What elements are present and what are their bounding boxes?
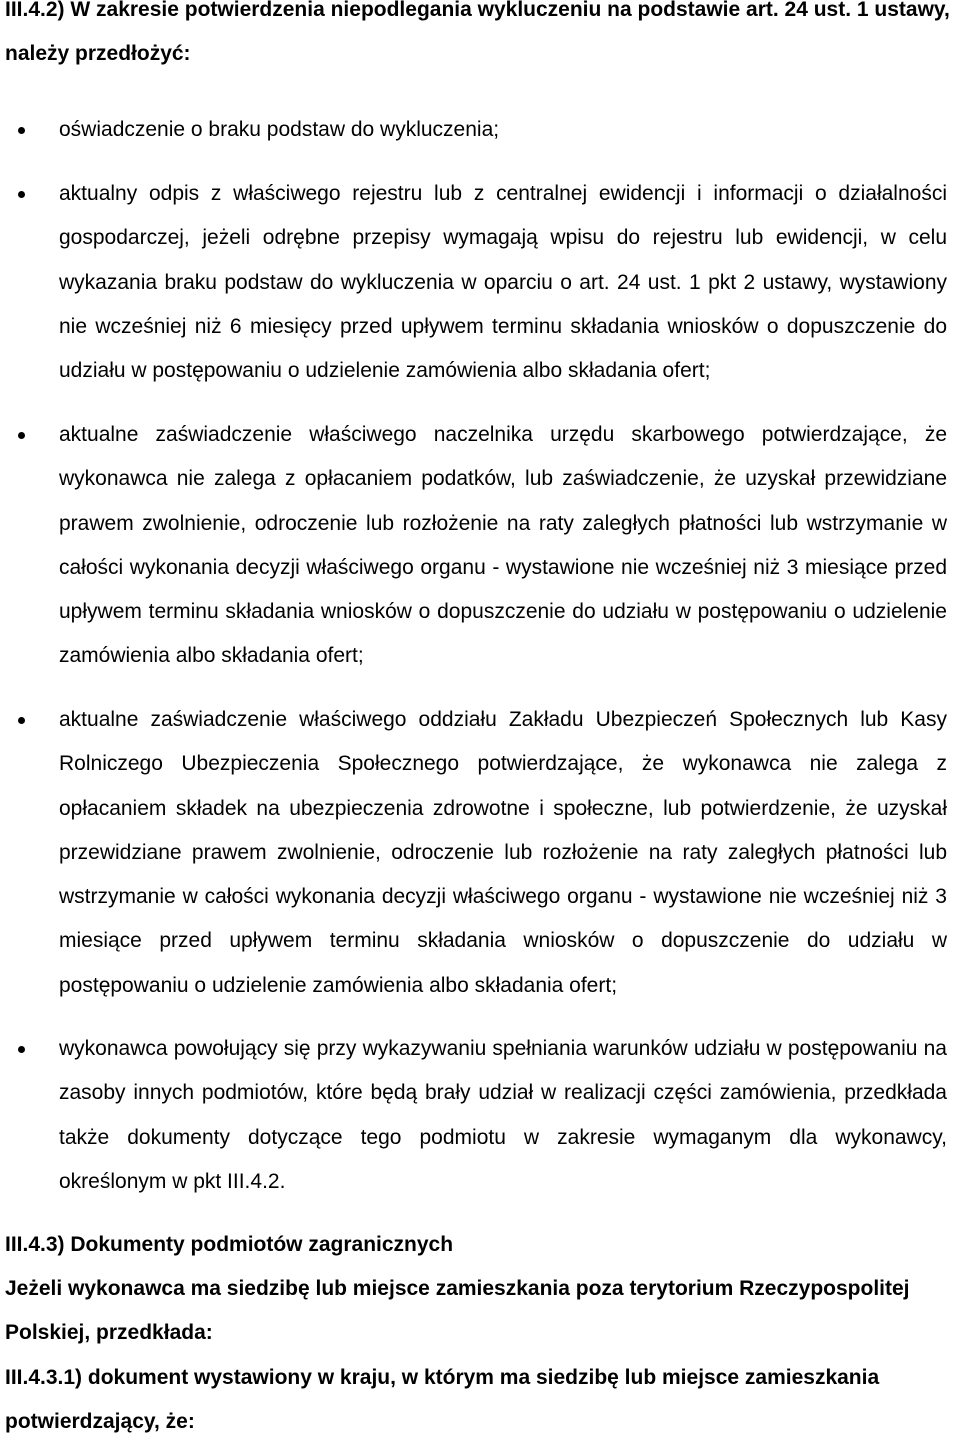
section-heading-4-3-1: III.4.3.1) dokument wystawiony w kraju, w którym ma siedzibę lub miejsce zamieszkania potwierdzający, że: bbox=[5, 1366, 880, 1434]
list-item-text: wykonawca powołujący się przy wykazywaniu spełniania warunków udziału w postępowaniu na zasoby innych podmiotów, które będą brały udział w realizacji części zamówienia, przedkłada także dokumenty dotyczące tego podmiotu w zakresie wymaganym dla wykonawcy, określonym w pkt III.4.2. bbox=[59, 1037, 947, 1193]
bullet-icon bbox=[18, 432, 25, 439]
bullet-icon bbox=[18, 1046, 25, 1053]
bullet-icon bbox=[18, 191, 25, 198]
list-item-text: aktualne zaświadczenie właściwego oddziału Zakładu Ubezpieczeń Społecznych lub Kasy Rolniczego Ubezpieczenia Społecznego potwierdzające, że wykonawca nie zalega z opłacaniem składek na ubezpieczenia zdrowotne i społeczne, lub potwierdzenie, że uzyskał przewidziane prawem zwolnienie, odroczenie lub rozłożenie na raty zaległych płatności lub wstrzymanie w całości wykonania decyzji właściwego organu - wystawione nie wcześniej niż 3 miesiące przed upływem terminu składania wniosków o dopuszczenie do udziału w postępowaniu o udzielenie zamówienia albo składania ofert; bbox=[59, 708, 947, 997]
bullet-icon bbox=[18, 127, 25, 134]
section-heading-4-3: III.4.3) Dokumenty podmiotów zagranicznych bbox=[5, 1233, 454, 1256]
section-intro-4-3: Jeżeli wykonawca ma siedzibę lub miejsce zamieszkania poza terytorium Rzeczypospolitej Polskiej, przedkłada: bbox=[5, 1277, 910, 1345]
bullet-icon bbox=[18, 717, 25, 724]
list-item-text: aktualny odpis z właściwego rejestru lub z centralnej ewidencji i informacji o działalności gospodarczej, jeżeli odrębne przepisy wymagają wpisu do rejestru lub ewidencji, w celu wykazania braku podstaw do wykluczenia w oparciu o art. 24 ust. 1 pkt 2 ustawy, wystawiony nie wcześniej niż 6 miesięcy przed upływem terminu składania wniosków o dopuszczenie do udziału w postępowaniu o udzielenie zamówienia albo składania ofert; bbox=[59, 182, 947, 383]
section-heading-4-2: III.4.2) W zakresie potwierdzenia niepodlegania wykluczeniu na podstawie art. 24 ust. 1 ustawy, należy przedłożyć: bbox=[5, 0, 950, 66]
list-item-text: oświadczenie o braku podstaw do wykluczenia; bbox=[59, 118, 500, 141]
list-item-text: aktualne zaświadczenie właściwego naczelnika urzędu skarbowego potwierdzające, że wykonawca nie zalega z opłacaniem podatków, lub zaświadczenie, że uzyskał przewidziane prawem zwolnienie, odroczenie lub rozłożenie na raty zaległych płatności lub wstrzymanie w całości wykonania decyzji właściwego organu - wystawione nie wcześniej niż 3 miesiące przed upływem terminu składania wniosków o dopuszczenie do udziału w postępowaniu o udzielenie zamówienia albo składania ofert; bbox=[59, 423, 947, 668]
